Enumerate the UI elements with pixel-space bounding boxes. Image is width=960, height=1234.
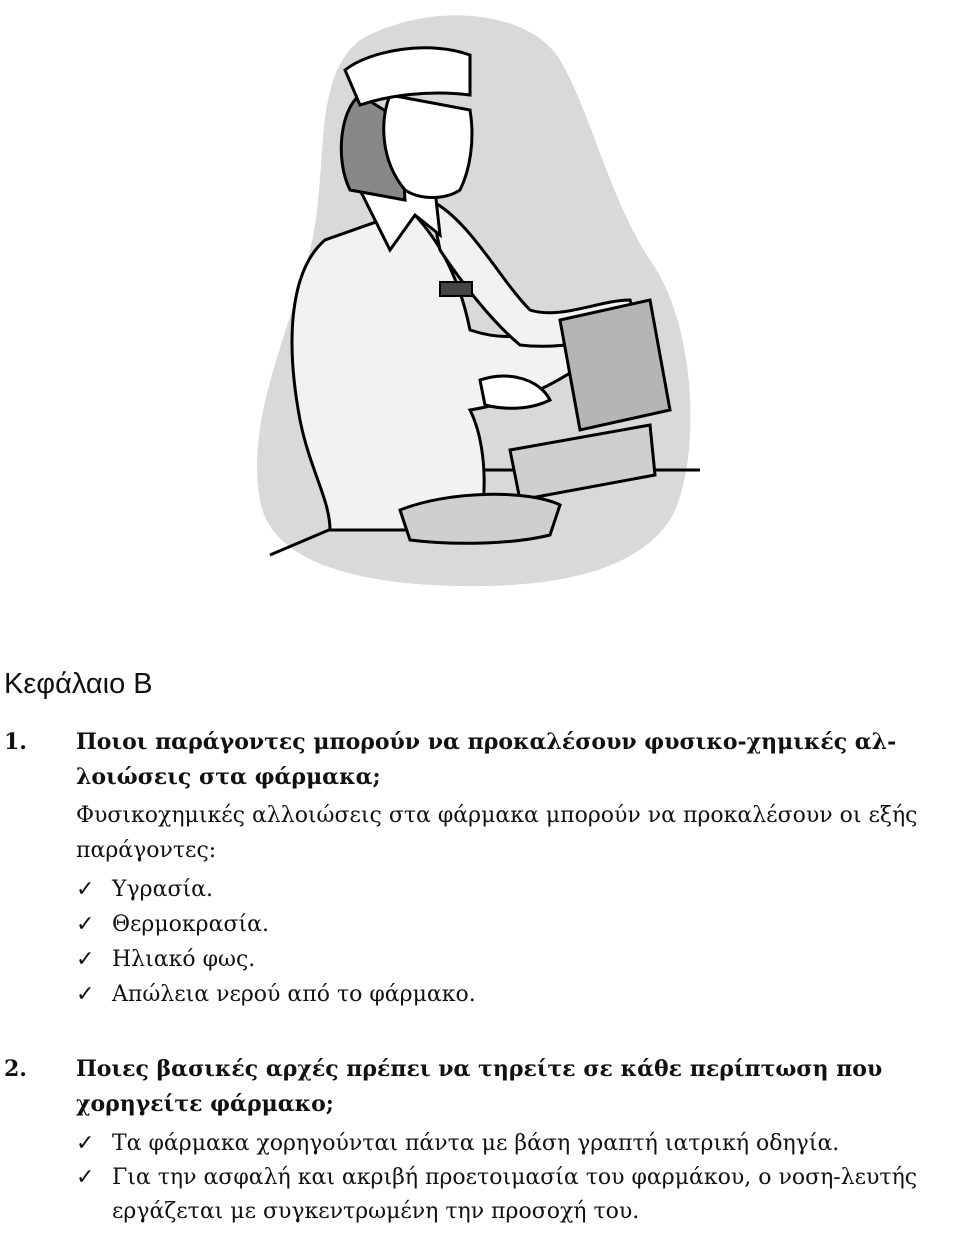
question-1	[4, 725, 897, 795]
chapter-title: Κεφάλαιο Β	[4, 668, 153, 700]
question-2	[4, 1052, 883, 1122]
list-item: ✓ Ηλιακό φως.	[76, 942, 936, 977]
answer-intro: Φυσικοχημικές αλλοιώσεις στα φάρμακα μπορούν να προκαλέσουν οι εξής παράγοντες:	[76, 803, 918, 863]
factors-list	[76, 872, 936, 1012]
question-text: Ποιοι παράγοντες μπορούν να προκαλέσουν φυσικο-χημικές αλ-λοιώσεις στα φάρμακα;	[76, 729, 897, 790]
check-icon: ✓	[76, 912, 95, 937]
principles-list	[76, 1126, 956, 1233]
check-icon: ✓	[76, 1165, 95, 1190]
list-item: ✓ Θερμοκρασία.	[76, 907, 936, 942]
check-icon: ✓	[76, 1131, 95, 1156]
question-number: 2.	[4, 1056, 27, 1082]
check-icon: ✓	[76, 982, 95, 1007]
question-text: Ποιες βασικές αρχές πρέπει να τηρείτε σε κάθε περίπτωση που χορηγείτε φάρμακο;	[76, 1056, 883, 1117]
nurse-illustration	[230, 0, 700, 590]
list-item: ✓ Τα φάρμακα χορηγούνται πάντα με βάση γραπτή ιατρική οδηγία.	[76, 1126, 956, 1161]
nurse-preparing-sterilizer-icon	[230, 0, 700, 590]
check-icon: ✓	[76, 877, 95, 902]
list-item: ✓ Υγρασία.	[76, 872, 936, 907]
list-item: ✓ Για την ασφαλή και ακριβή προετοιμασία του φαρμάκου, ο νοση-λευτής εργάζεται με συγκεντρωμένη την προσοχή του.	[76, 1161, 956, 1233]
list-item: ✓ Απώλεια νερού από το φάρμακο.	[76, 977, 936, 1012]
question-number: 1.	[4, 729, 27, 755]
check-icon: ✓	[76, 947, 95, 972]
